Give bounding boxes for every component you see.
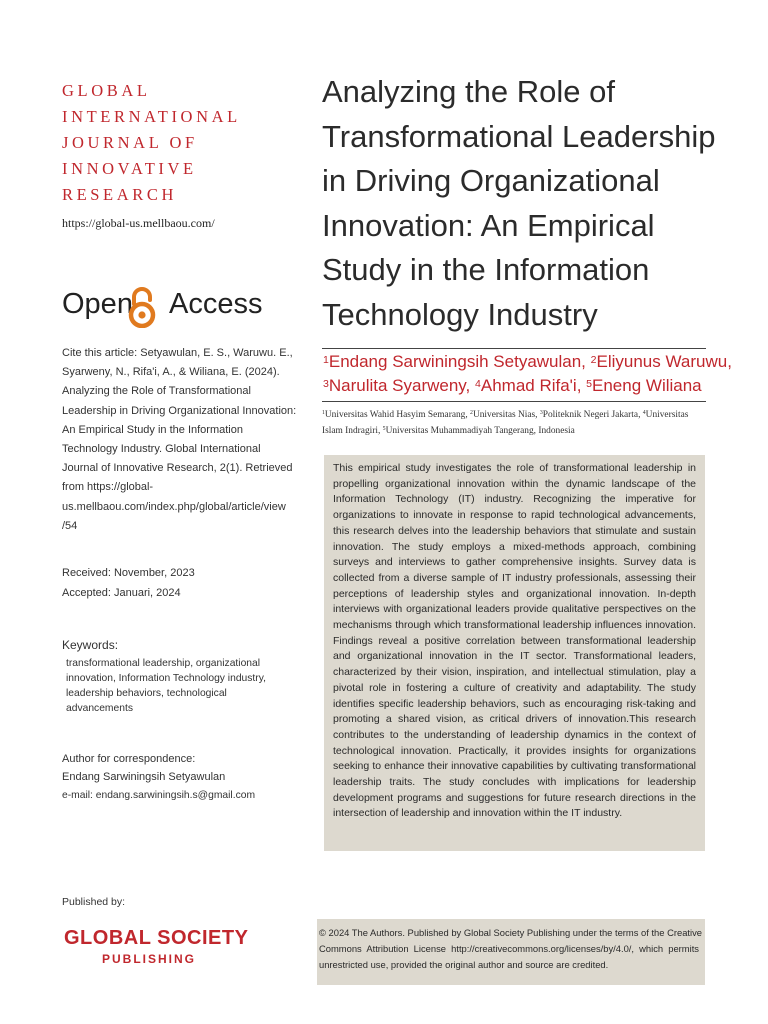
citation-line: An Empirical Study in the Information <box>62 423 243 436</box>
citation-line: Technology Industry. Global International <box>62 443 261 456</box>
journal-url[interactable]: https://global-us.mellbaou.com/ <box>62 216 215 230</box>
author: $^1$Endang Sarwiningsih Setyawulan, <box>323 352 591 371</box>
title-line: Transformational Leadership <box>322 118 716 154</box>
citation-line: Leadership in Driving Organizational Innovation: <box>62 404 297 417</box>
citation-line: Journal of Innovative Research, 2(1). Retrieved <box>62 462 293 475</box>
publisher-logo-line1: GLOBAL SOCIETY <box>64 927 249 949</box>
publisher-logo <box>64 926 264 968</box>
journal-name-line: RESEARCH <box>62 185 177 204</box>
publisher-logo-line2: PUBLISHING <box>101 952 196 966</box>
affiliation: Islam Indragiri, <box>322 426 383 436</box>
journal-name-line: INNOVATIVE <box>62 159 197 178</box>
correspondence-email[interactable]: e-mail: endang.sarwiningsih.s@gmail.com <box>62 790 256 801</box>
affiliation: $^2$Universitas Nias, <box>470 410 540 420</box>
title-line: Analyzing the Role of <box>322 74 615 109</box>
open-access-lock-icon <box>126 286 158 328</box>
correspondence-label: Author for correspondence: <box>62 753 196 765</box>
abstract-box <box>324 455 705 851</box>
citation-line: Syarweny, N., Rifa'i, A., & Wiliana, E. (2024). <box>62 366 280 379</box>
author-line <box>323 350 732 374</box>
open-access-open: Open <box>62 288 133 320</box>
affiliation: $^4$Universitas <box>642 410 689 420</box>
license-box <box>317 919 705 985</box>
published-by-label: Published by: <box>62 896 126 908</box>
license-line: Commons Attribution License http://creativecommons.org/licenses/by/4.0/, which permits <box>319 943 699 954</box>
article-title <box>322 70 722 337</box>
accepted-date: Accepted: Januari, 2024 <box>62 586 181 599</box>
affiliation: $^3$Politeknik Negeri Jakarta, <box>539 410 643 420</box>
open-access-access: Access <box>169 288 263 320</box>
received-date: Received: November, 2023 <box>62 567 195 579</box>
author: $^2$Eliyunus Waruwu, <box>590 352 732 371</box>
keywords-line: innovation, Information Technology industry, <box>66 673 266 684</box>
affiliation-line <box>322 423 708 439</box>
title-line: Study in the Information <box>322 252 650 287</box>
divider <box>322 401 706 402</box>
author: $^5$Eneng Wiliana <box>586 376 702 395</box>
affiliation: $^1$Universitas Wahid Hasyim Semarang, <box>322 410 471 420</box>
journal-name-line: INTERNATIONAL <box>62 107 241 126</box>
title-line: in Driving Organizational <box>322 163 660 198</box>
affiliation: $^5$Universitas Muhammadiyah Tangerang, Indonesia <box>382 426 575 436</box>
keywords-label: Keywords: <box>62 638 119 652</box>
correspondence-name: Endang Sarwiningsih Setyawulan <box>62 771 226 783</box>
author-list <box>323 350 732 398</box>
citation-line: Cite this article: Setyawulan, E. S., Waruwu. E., <box>62 347 293 359</box>
citation-line: Analyzing the Role of Transformational <box>62 385 251 398</box>
open-access-badge <box>62 286 302 330</box>
keywords-line: advancements <box>66 703 133 714</box>
title-line: Innovation: An Empirical <box>322 207 655 243</box>
license-line: unrestricted use, provided the original author and source are credited. <box>319 959 609 970</box>
keywords-line: leadership behaviors, technological <box>66 688 227 699</box>
correspondence <box>62 750 225 786</box>
journal-name <box>62 78 302 208</box>
article-dates <box>62 564 195 603</box>
author: $^4$Ahmad Rifa'i, <box>475 376 587 395</box>
citation <box>62 344 297 536</box>
journal-name-line: JOURNAL OF <box>62 133 198 152</box>
license-line: © 2024 The Authors. Published by Global Society Publishing under the terms of the Creative <box>319 927 702 938</box>
keywords-line: transformational leadership, organizational <box>66 658 261 669</box>
divider <box>322 348 706 349</box>
affiliations <box>322 407 708 439</box>
citation-line: us.mellbaou.com/index.php/global/article/view <box>62 500 286 513</box>
citation-line: /54 <box>62 519 78 532</box>
citation-line: from https://global- <box>62 481 154 494</box>
abstract-text: This empirical study investigates the role of transformational leadership in propelling organizational innovation within the dynamic landscape of the Information Technology (IT) industry. Recognizing the imperative for organizations to innovate in response to rapid technological advancements, this research delves into the leadership behaviors that stimulate and sustain innovation. The study employs a mixed-methods approach, combining surveys and interviews to gather comprehensive insights. Survey data is collected from a diverse sample of IT industry professionals, assessing their perceptions of leadership styles and organizational innovation. In-depth interviews with organizational leaders provide qualitative perspectives on the mechanisms through which transformational leadership influences innovation. Findings reveal a positive correlation between transformational leadership and organizational innovation in the IT sector. Transformational leaders, characterized by their vision, inspiration, and intellectual stimulation, play a pivotal role in fostering a culture of creativity and adaptability. The study identifies specific leadership behaviors, such as encouraging risk-taking and promoting a shared vision, as critical drivers of innovation.This research contributes to the understanding of leadership dynamics in the context of technological innovation. Practically, it provides insights for organizations seeking to enhance their innovative capabilities by cultivating transformational leadership traits. The study concludes with implications for leadership development programs and suggestions for future research directions in the intersection of leadership and innovation within the IT industry. <box>333 462 696 820</box>
title-line: Technology Industry <box>322 296 598 332</box>
journal-name-line: GLOBAL <box>62 81 151 100</box>
author: $^3$Narulita Syarweny, <box>323 376 475 395</box>
affiliation-line <box>322 407 708 423</box>
keywords-list <box>66 656 296 716</box>
author-line <box>323 374 713 398</box>
